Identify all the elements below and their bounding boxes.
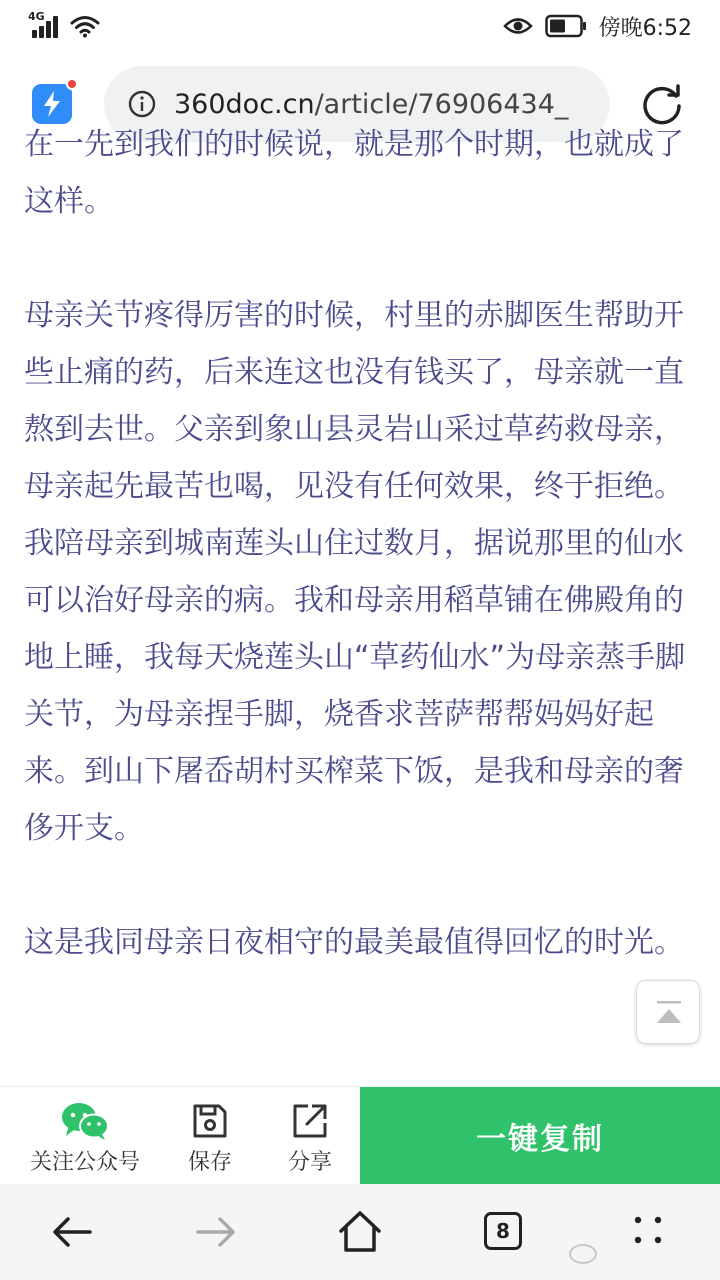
- follow-label: 关注公众号: [29, 1150, 140, 1175]
- article-paragraph: 母亲关节疼得厉害的时候，村里的赤脚医生帮助开些止痛的药，后来连这也没有钱买了，母亲就一直熬到去世。父亲到象山县灵岩山采过草药救母亲，母亲起先最苦也喝，见没有任何效果，终于拒绝。我陪母亲到城南莲头山住过数月，据说那里的仙水可以治好母亲的病。我和母亲用稻草铺在佛殿角的地上睡，我每天烧莲头山“草药仙水”为母亲蒸手脚关节，为母亲捏手脚，烧香求菩萨帮帮妈妈好起来。到山下屠岙胡村买榨菜下饭，是我和母亲的奢侈开支。: [24, 298, 686, 846]
- status-left: [28, 12, 100, 40]
- share-button[interactable]: [270, 1087, 350, 1185]
- article-body: [24, 116, 700, 1028]
- save-label: 保存: [187, 1150, 232, 1175]
- share-icon: [290, 1101, 330, 1141]
- scroll-to-top-button[interactable]: [636, 980, 700, 1044]
- notification-dot: [66, 78, 78, 90]
- article-paragraph: 这是我同母亲日夜相守的最美最值得回忆的时光。: [24, 925, 684, 960]
- wechat-icon: [59, 1101, 111, 1141]
- url-text[interactable]: [174, 89, 568, 120]
- follow-official-account-button[interactable]: [20, 1087, 150, 1185]
- one-click-copy-button[interactable]: 一键复制: [360, 1087, 720, 1185]
- status-time: 傍晚6:52: [598, 15, 692, 41]
- home-icon[interactable]: [336, 1208, 384, 1256]
- wifi-icon: [70, 14, 100, 38]
- info-icon[interactable]: [128, 90, 156, 118]
- save-button[interactable]: [170, 1087, 250, 1185]
- action-bar: [0, 1086, 720, 1184]
- url-domain: 360doc.cn: [174, 88, 315, 120]
- save-icon: [190, 1101, 230, 1141]
- tabs-button[interactable]: 8: [484, 1212, 522, 1250]
- status-bar: [0, 0, 720, 52]
- watermark-cloud-icon: [568, 1239, 598, 1265]
- scroll-to-top-icon: [637, 981, 701, 1045]
- back-arrow-icon[interactable]: [48, 1208, 96, 1256]
- status-right: [503, 10, 692, 42]
- battery-icon: [545, 14, 587, 38]
- article-paragraph: 在一先到我们的时候说，就是那个时期，也就成了这样。: [24, 127, 684, 219]
- article-viewport[interactable]: [0, 127, 720, 1086]
- share-label: 分享: [287, 1150, 332, 1175]
- forward-arrow-icon[interactable]: [192, 1208, 240, 1256]
- signal-icon: [28, 10, 62, 38]
- network-label: 4G: [28, 10, 45, 23]
- url-path: /article/76906434_: [314, 88, 569, 120]
- eye-icon: [503, 15, 533, 37]
- watermark-logo: [568, 1232, 718, 1272]
